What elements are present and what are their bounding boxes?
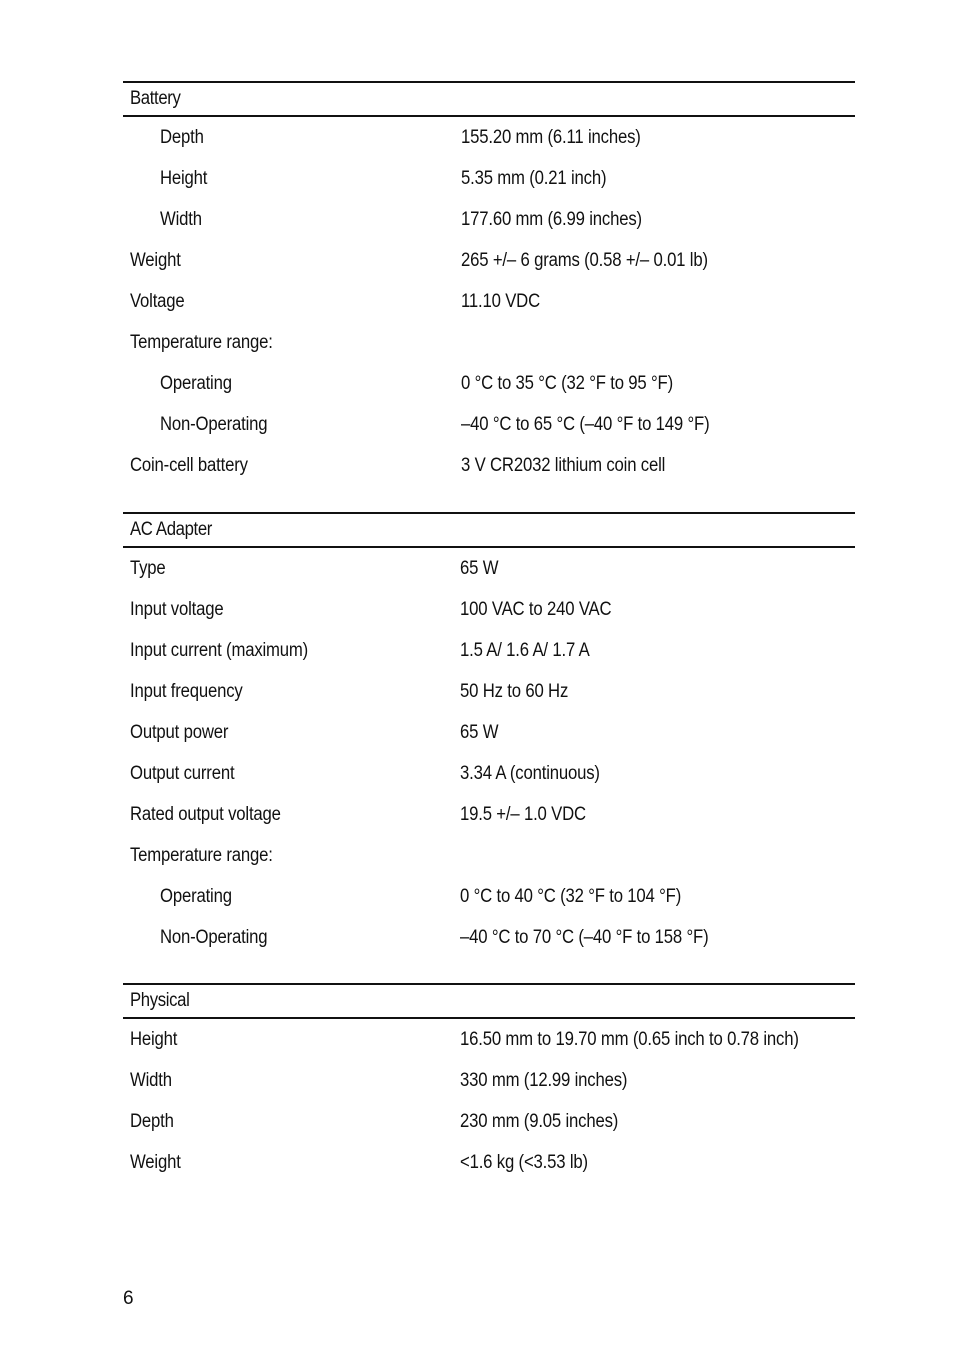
spec-label-text: Input frequency bbox=[130, 680, 243, 702]
spec-label bbox=[123, 127, 461, 149]
spec-label-text: Width bbox=[130, 1069, 172, 1091]
spec-value bbox=[461, 209, 667, 231]
spec-row bbox=[123, 712, 855, 753]
spec-label bbox=[123, 845, 460, 867]
spec-label-text: Depth bbox=[160, 126, 204, 148]
spec-label-text: Output power bbox=[130, 721, 229, 743]
spec-row bbox=[123, 240, 855, 281]
spec-value bbox=[460, 1070, 650, 1092]
spec-label-text: Coin-cell battery bbox=[130, 455, 248, 477]
spec-row bbox=[123, 281, 855, 322]
spec-value bbox=[460, 763, 619, 785]
spec-row bbox=[123, 1060, 855, 1101]
spec-label-text: Rated output voltage bbox=[130, 804, 281, 826]
spec-label-text: Height bbox=[130, 1028, 178, 1050]
spec-value-text: 230 mm (9.05 inches) bbox=[460, 1110, 619, 1132]
spec-row bbox=[123, 753, 855, 794]
section-title: AC Adapter bbox=[130, 519, 212, 540]
spec-value-text: 11.10 VDC bbox=[461, 290, 540, 312]
spec-value bbox=[461, 291, 551, 313]
spec-row bbox=[123, 836, 855, 877]
spec-value-text: 330 mm (12.99 inches) bbox=[460, 1069, 628, 1091]
spec-row bbox=[123, 548, 855, 589]
spec-value-text: –40 °C to 65 °C (–40 °F to 149 °F) bbox=[461, 414, 710, 436]
section-header bbox=[123, 81, 855, 117]
spec-label bbox=[123, 250, 461, 272]
spec-value-text: 0 °C to 35 °C (32 °F to 95 °F) bbox=[461, 373, 673, 395]
spec-value bbox=[460, 599, 632, 621]
spec-value bbox=[460, 804, 603, 826]
spec-label bbox=[123, 927, 460, 949]
spec-row bbox=[123, 405, 855, 446]
spec-row bbox=[123, 630, 855, 671]
spec-label bbox=[123, 558, 460, 580]
spec-value-text: 65 W bbox=[460, 557, 499, 579]
spec-row bbox=[123, 1019, 855, 1060]
spec-value-text: 155.20 mm (6.11 inches) bbox=[461, 126, 641, 148]
spec-row bbox=[123, 322, 855, 363]
spec-value bbox=[460, 1029, 845, 1051]
spec-value bbox=[461, 455, 693, 477]
spec-row bbox=[123, 589, 855, 630]
spec-value-text: 3.34 A (continuous) bbox=[460, 763, 600, 785]
spec-row bbox=[123, 158, 855, 199]
spec-label-text: Non-Operating bbox=[160, 927, 268, 949]
spec-rows bbox=[123, 548, 855, 959]
spec-value bbox=[460, 640, 607, 662]
spec-label-text: Depth bbox=[130, 1110, 174, 1132]
spec-value bbox=[460, 722, 504, 744]
spec-label bbox=[123, 332, 461, 354]
spec-row bbox=[123, 918, 855, 959]
spec-row bbox=[123, 795, 855, 836]
spec-label bbox=[123, 1152, 460, 1174]
spec-label bbox=[123, 804, 460, 826]
spec-row bbox=[123, 877, 855, 918]
spec-label-text: Type bbox=[130, 557, 166, 579]
spec-value bbox=[460, 886, 711, 908]
physical-section bbox=[123, 983, 855, 1183]
spec-label-text: Weight bbox=[130, 249, 181, 271]
spec-value-text: 100 VAC to 240 VAC bbox=[460, 598, 612, 620]
spec-label bbox=[123, 722, 460, 744]
spec-label-text: Temperature range: bbox=[130, 845, 273, 867]
spec-value bbox=[461, 414, 743, 436]
spec-value-text: 65 W bbox=[460, 721, 499, 743]
spec-label bbox=[123, 291, 461, 313]
spec-row bbox=[123, 199, 855, 240]
spec-rows bbox=[123, 117, 855, 487]
spec-row bbox=[123, 671, 855, 712]
spec-row bbox=[123, 446, 855, 487]
spec-label bbox=[123, 763, 460, 785]
battery-section bbox=[123, 81, 855, 487]
spec-value-text: 3 V CR2032 lithium coin cell bbox=[461, 455, 666, 477]
spec-label-text: Weight bbox=[130, 1151, 181, 1173]
spec-label bbox=[123, 455, 461, 477]
spec-value bbox=[461, 373, 702, 395]
ac-adapter-section bbox=[123, 512, 855, 959]
spec-label-text: Input voltage bbox=[130, 598, 224, 620]
spec-row bbox=[123, 117, 855, 158]
spec-label bbox=[123, 168, 461, 190]
page-number: 6 bbox=[123, 1288, 134, 1309]
spec-value-text: 50 Hz to 60 Hz bbox=[460, 680, 569, 702]
spec-row bbox=[123, 1142, 855, 1183]
spec-value bbox=[461, 127, 665, 149]
spec-row bbox=[123, 364, 855, 405]
spec-label bbox=[123, 373, 461, 395]
spec-label bbox=[123, 681, 460, 703]
spec-value-text: 1.5 A/ 1.6 A/ 1.7 A bbox=[460, 639, 590, 661]
section-header bbox=[123, 512, 855, 548]
spec-label bbox=[123, 209, 461, 231]
spec-label-text: Operating bbox=[160, 373, 232, 395]
spec-value bbox=[461, 250, 742, 272]
spec-label-text: Operating bbox=[160, 886, 232, 908]
spec-row bbox=[123, 1101, 855, 1142]
spec-value-text: 16.50 mm to 19.70 mm (0.65 inch to 0.78 inch) bbox=[460, 1028, 799, 1050]
section-title: Physical bbox=[130, 990, 190, 1011]
spec-label bbox=[123, 1111, 460, 1133]
spec-label bbox=[123, 1070, 460, 1092]
spec-value-text: 177.60 mm (6.99 inches) bbox=[461, 208, 642, 230]
spec-value bbox=[460, 558, 504, 580]
spec-value bbox=[460, 681, 583, 703]
spec-label-text: Height bbox=[160, 167, 208, 189]
spec-label bbox=[123, 1029, 460, 1051]
spec-label bbox=[123, 640, 460, 662]
spec-value-text: 19.5 +/– 1.0 VDC bbox=[460, 804, 586, 826]
spec-value-text: 265 +/– 6 grams (0.58 +/– 0.01 lb) bbox=[461, 249, 708, 271]
spec-value-text: 0 °C to 40 °C (32 °F to 104 °F) bbox=[460, 886, 682, 908]
spec-label-text: Temperature range: bbox=[130, 332, 273, 354]
spec-value bbox=[461, 168, 626, 190]
section-title: Battery bbox=[130, 88, 181, 109]
spec-value bbox=[460, 1152, 605, 1174]
spec-value-text: <1.6 kg (<3.53 lb) bbox=[460, 1151, 588, 1173]
spec-label bbox=[123, 886, 460, 908]
spec-label-text: Non-Operating bbox=[160, 414, 268, 436]
spec-label-text: Output current bbox=[130, 763, 235, 785]
spec-value bbox=[460, 927, 742, 949]
spec-label bbox=[123, 414, 461, 436]
spec-label-text: Input current (maximum) bbox=[130, 639, 309, 661]
spec-label-text: Voltage bbox=[130, 290, 185, 312]
spec-rows bbox=[123, 1019, 855, 1183]
section-header bbox=[123, 983, 855, 1019]
spec-value bbox=[460, 1111, 640, 1133]
spec-value-text: 5.35 mm (0.21 inch) bbox=[461, 167, 607, 189]
spec-value-text: –40 °C to 70 °C (–40 °F to 158 °F) bbox=[460, 927, 709, 949]
spec-label-text: Width bbox=[160, 208, 202, 230]
spec-label bbox=[123, 599, 460, 621]
